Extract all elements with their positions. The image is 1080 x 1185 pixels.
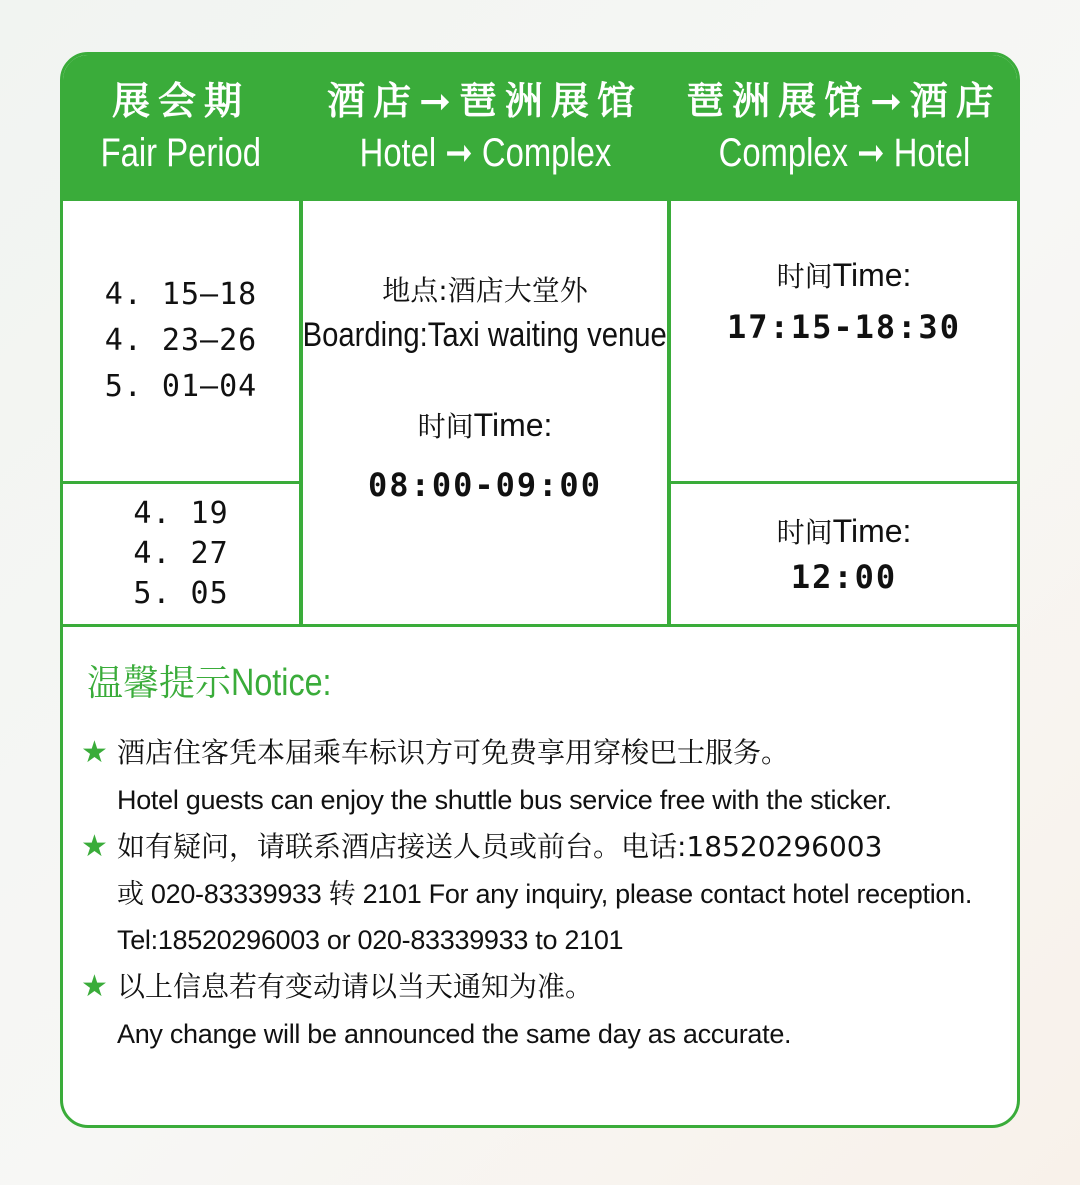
fair-date: 4. 27 [133,536,229,571]
outbound-time: 08:00-09:00 [368,465,602,504]
time-label-zh: 时间 [776,260,833,293]
header-complex-to-hotel-en: Complex ➞ Hotel [718,131,970,175]
time-label-zh: 时间 [417,409,474,443]
time-label-en: Time: [832,513,912,549]
fair-dates-group-1 [63,201,299,481]
notice-title-en: Notice: [231,662,332,704]
return-time-label [777,509,912,555]
time-label-en: Time: [473,406,553,443]
table-bottom-border [63,624,1017,627]
time-label-zh: 时间 [776,516,833,549]
schedule-table [63,55,1017,627]
header-hotel-to-complex-en: Hotel ➞ Complex [359,131,611,175]
notice-item-1-zh: 酒店住客凭本届乘车标识方可免费享用穿梭巴士服务。 [117,736,790,769]
boarding-location-zh: 地点:酒店大堂外 [382,273,588,307]
notice-item-1-en: Hotel guests can enjoy the shuttle bus service free with the sticker. [117,785,892,815]
header-complex-to-hotel [671,55,1017,201]
fair-date: 4. 23—26 [104,323,258,358]
fair-date: 4. 19 [133,496,229,531]
fair-date: 5. 05 [133,576,229,611]
notice-title-zh: 温馨提示 [87,663,232,704]
star-icon: ★ [81,829,108,864]
notice-title [87,655,349,712]
header-fair-period-zh: 展会期 [111,79,250,123]
header-hotel-to-complex-zh: 酒店➞琶洲展馆 [327,79,643,123]
notice-item-3-zh: 以上信息若有变动请以当天通知为准。 [117,970,594,1003]
fair-date: 5. 01—04 [104,369,258,404]
star-icon: ★ [81,969,108,1004]
return-details-group-2 [671,484,1017,624]
header-hotel-to-complex [303,55,667,201]
return-time: 12:00 [790,558,898,596]
boarding-location-en: Boarding:Taxi waiting venue [302,315,668,354]
header-fair-period [63,55,299,201]
return-details-group-1 [671,201,1017,481]
fair-dates-group-2 [63,484,299,624]
fair-date: 4. 15—18 [104,277,258,312]
header-complex-to-hotel-zh: 琶洲展馆➞酒店 [686,79,1002,123]
notice-item-3-en: Any change will be announced the same day as accurate. [117,1019,792,1049]
outbound-time-label [418,403,553,449]
shuttle-schedule-card [60,52,1020,1128]
notice-item-2-en: Tel:18520296003 or 020-83339933 to 2101 [117,925,624,955]
star-icon: ★ [81,735,108,770]
return-time-label [777,253,912,299]
return-time: 17:15-18:30 [727,308,961,346]
outbound-details [303,201,667,624]
header-fair-period-en: Fair Period [100,131,262,175]
notice-item-2-line-2: 或 020-83339933 转 2101 For any inquiry, please contact hotel reception. [117,879,973,909]
time-label-en: Time: [832,257,912,293]
notice-item-2-zh: 如有疑问，请联系酒店接送人员或前台。电话:18520296003 [117,830,883,863]
